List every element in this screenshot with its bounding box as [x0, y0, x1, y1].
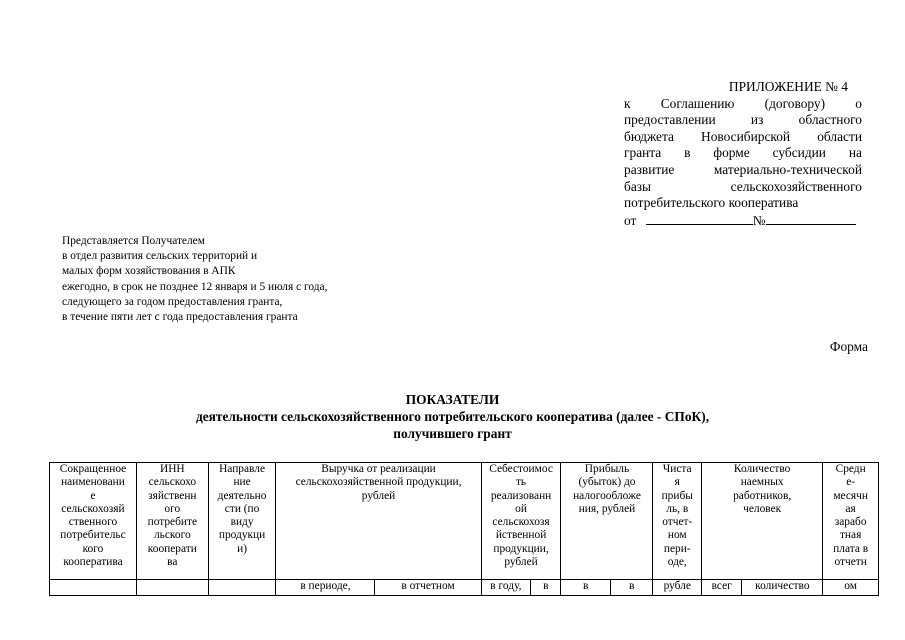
header-inn: ИНН сельскохо зяйственн ого потребите льского кооперати ва	[136, 463, 208, 580]
appendix-line: предоставлении из областного	[624, 112, 862, 128]
note-line: следующего за годом предоставления гранта,	[62, 295, 283, 308]
submission-note	[62, 234, 327, 325]
note-line: в течение пяти лет с года предоставления гранта	[62, 311, 298, 324]
header-cost: Себестоимос ть реализованн ой сельскохозя йственной продукции, рублей	[481, 463, 561, 580]
appendix-line: развитие материально-технической	[624, 161, 862, 177]
note-line: малых форм хозяйствования в АПК	[62, 265, 236, 278]
sub-profit-in-1: в	[561, 580, 611, 596]
appendix-line: потребительского кооператива	[624, 195, 799, 211]
header-direction: Направле ние деятельно сти (по виду продукци и)	[208, 463, 276, 580]
appendix-block	[624, 79, 862, 229]
heading-title: ПОКАЗАТЕЛИ	[405, 392, 500, 407]
date-blank-line	[646, 212, 753, 225]
header-employees: Количество наемных работников, человек	[702, 463, 823, 580]
note-line: Представляется Получателем	[62, 235, 205, 247]
appendix-line: бюджета Новосибирской области	[624, 128, 862, 144]
number-blank-line	[766, 212, 856, 225]
form-label: Форма	[829, 339, 868, 354]
number-label: №	[752, 212, 766, 228]
sub-cost-in: в	[531, 580, 561, 596]
sub-net-rub: рубле	[653, 580, 702, 596]
appendix-line: гранта в форме субсидии на	[624, 145, 862, 161]
sub-empty	[136, 580, 208, 596]
appendix-line: базы сельскохозяйственного	[624, 178, 862, 194]
from-label: от	[624, 212, 637, 228]
indicators-table	[49, 462, 879, 596]
appendix-text	[624, 96, 862, 212]
sub-empty	[208, 580, 276, 596]
sub-empty	[50, 580, 137, 596]
sub-employees-count: количество	[742, 580, 823, 596]
sub-employees-total: всег	[702, 580, 742, 596]
header-revenue: Выручка от реализации сельскохозяйственной продукции, рублей	[276, 463, 481, 580]
note-line: в отдел развития сельских территорий и	[62, 250, 258, 263]
sub-cost-year: в году,	[481, 580, 531, 596]
sub-revenue-report: в отчетном	[375, 580, 481, 596]
heading-subtitle: деятельности сельскохозяйственного потребительского кооператива (далее - СПоК),	[195, 409, 710, 424]
sub-profit-in-2: в	[611, 580, 653, 596]
header-net-profit: Чиста я прибы ль, в отчет- ном пери- оде,	[653, 463, 702, 580]
header-profit: Прибыль (убыток) до налогообложе ния, рублей	[561, 463, 653, 580]
appendix-title: ПРИЛОЖЕНИЕ № 4	[728, 79, 848, 94]
appendix-date-number	[624, 212, 862, 230]
heading-subtitle-2: получившего грант	[393, 426, 512, 441]
note-line: ежегодно, в срок не позднее 12 января и 5 июля с года,	[62, 280, 328, 293]
header-salary: Средн е- месячн ая зарабо тная плата в отчетн	[823, 463, 879, 580]
sub-revenue-period: в периоде,	[276, 580, 375, 596]
appendix-line: к Соглашению (договору) о	[624, 95, 862, 111]
header-coop-name: Сокращенное наименовани е сельскохозяй ственного потребительс кого кооператива	[50, 463, 137, 580]
sub-salary-tail: ом	[823, 580, 879, 596]
